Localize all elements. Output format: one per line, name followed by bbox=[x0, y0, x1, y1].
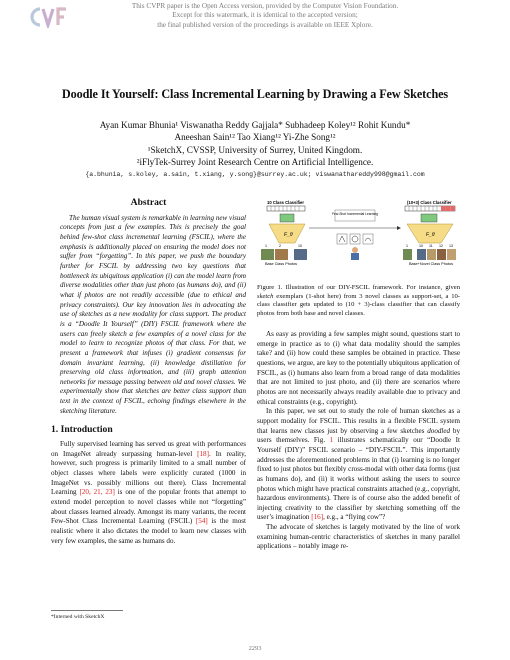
affiliation: ¹SketchX, CVSSP, University of Surrey, United Kingdom. bbox=[147, 144, 363, 155]
right-column-body bbox=[257, 330, 460, 552]
citation-link[interactable]: [16] bbox=[311, 513, 324, 522]
citation-link[interactable]: [20, 21, 23] bbox=[79, 488, 115, 497]
citation-link[interactable]: [18] bbox=[197, 449, 209, 458]
tick-label: 1 bbox=[265, 244, 267, 248]
abstract-text: The human visual system is remarkable in learning new visual concepts from just a few examples. This is precisely the goal behind few-shot class incremental learning (FSCIL), where the emphasis is additionally placed on ensuring the model does not suffer from “forgetting”. In this paper, we push the boundary further for FSCIL by addressing two key questions that bottleneck its ubiquitous application (i) can the model learn from diverse modalities other than just photo (as humans do), and (ii) what if photos are not readily accessible (due to ethical and privacy constraints). Our key innovation lies in advocating the use of sketches as a new modality for class support. The product is a “Doodle It Yourself” (DIY) FSCIL framework where the users can freely sketch a few examples of a novel class for the model to learn to recognize photos of that class. For that, we present a framework that infuses (i) gradient consensus for domain invariant learning, (ii) knowledge distillation for preserving old class information, and (iii) graph attention networks for message passing between old and novel classes. We experimentally show that sketches are better class support than text in the context of FSCIL, echoing findings elsewhere in the sketching literature. bbox=[60, 213, 246, 415]
caption-label: Figure 1. bbox=[257, 284, 283, 291]
right-classifier-head bbox=[421, 214, 437, 222]
paper-title: Doodle It Yourself: Class Incremental Learning by Drawing a Few Sketches bbox=[61, 87, 449, 101]
left-photo-strip bbox=[261, 249, 307, 260]
left-classifier-label: 10 Class Classifier bbox=[267, 200, 305, 205]
text-run: is one of the popular fronts that attempt to extend model perception to novel classes while not “forgetting” about classes learned already. Amongst its many variants, the recent Few-Shot Class Incremental Learning (FSCIL) bbox=[51, 488, 246, 526]
tick-label: 10 bbox=[298, 244, 302, 248]
body-paragraph: The advocate of sketches is largely motivated by the line of work examining human-centric characteristics of sketches in many parallel applications – notably image re- bbox=[257, 523, 460, 551]
abstract-heading: Abstract bbox=[130, 197, 167, 208]
text-run: sketch bbox=[257, 292, 274, 300]
text-run: doodled bbox=[427, 426, 451, 435]
author-block bbox=[20, 119, 490, 169]
figure-caption bbox=[257, 284, 460, 318]
tick-label: 13 bbox=[449, 244, 453, 248]
tick-label: 1 bbox=[406, 244, 408, 248]
section-heading-introduction: 1. Introduction bbox=[51, 424, 113, 436]
tick-label: 12 bbox=[439, 244, 443, 248]
left-module-label: F_θ bbox=[284, 232, 293, 238]
framework-diagram bbox=[257, 198, 460, 280]
left-classifier-head bbox=[280, 214, 294, 222]
left-photos-caption: Base Class Photos bbox=[265, 262, 298, 266]
text-run: is the most realistic where it also dictates the model to learn new classes with very few examples, the same as humans do. bbox=[51, 517, 247, 545]
open-access-banner bbox=[100, 2, 430, 30]
authors-line: Ayan Kumar Bhunia¹ Viswanatha Reddy Gajjala* Subhadeep Koley¹² Rohit Kundu* bbox=[99, 120, 411, 130]
text-run: In this paper, we set out to study the role of human sketches as a support modality for FSCIL. This results in a flexible FSCIL system that learns new classes just by observing a few sketches bbox=[257, 407, 460, 435]
text-run: Illustration of our DIY-FSCIL framework. For instance, given bbox=[282, 284, 461, 291]
page-number: 2293 bbox=[248, 645, 262, 652]
mid-label: Few-Shot Incremental Learning bbox=[332, 212, 378, 216]
text-run: , e.g., a “flying cow”? bbox=[323, 513, 386, 522]
footnote: *Interned with SketchX bbox=[51, 614, 105, 620]
text-run: . In reality, however, such progress is primarily limited to a small number of object classes where labels were explicitly curated (1000 in ImageNet vs. possibly millions out there). Class Incremental Learning bbox=[51, 449, 246, 497]
left-classifier-cells bbox=[267, 206, 305, 211]
right-classifier-label: (10+3) Class Classifier bbox=[407, 200, 452, 205]
text-run: Fully supervised learning has served us great with performances on ImageNet already surpassing human-level bbox=[51, 440, 246, 458]
right-classifier-cells bbox=[405, 206, 455, 211]
text-run: by users themselves. Fig. bbox=[257, 426, 460, 445]
user-doodling-icon bbox=[351, 247, 359, 260]
cvf-logo bbox=[28, 6, 68, 28]
banner-line: Except for this watermark, it is identical to the accepted version; bbox=[172, 11, 358, 20]
tick-label: 2 bbox=[279, 244, 281, 248]
abstract bbox=[51, 214, 246, 417]
intro-paragraph bbox=[51, 440, 246, 546]
author-emails: {a.bhunia, s.koley, a.sain, t.xiang, y.song}@surrey.ac.uk; viswanathareddy998@gmail.com bbox=[85, 171, 425, 178]
left-column bbox=[51, 198, 246, 546]
footnote-divider bbox=[51, 610, 123, 611]
banner-line: the final published version of the proceedings is available on IEEE Xplore. bbox=[157, 20, 373, 29]
affiliation: ²iFlyTek-Surrey Joint Research Centre on Artificial Intelligence. bbox=[136, 157, 374, 168]
body-paragraph bbox=[257, 407, 460, 523]
text-run: exemplars (1-shot here) from 3 novel classes as support-set, a 10-class classifier gets updated to (10 + 3)-class classifier that can classify photos from both base and novel classes. bbox=[257, 292, 460, 317]
sketch-exemplars bbox=[337, 234, 373, 244]
citation-link[interactable]: [54] bbox=[195, 517, 208, 526]
introduction-body bbox=[51, 440, 246, 546]
authors-line: Aneeshan Sain¹² Tao Xiang¹² Yi-Zhe Song¹² bbox=[174, 132, 336, 143]
figure-reference-link[interactable]: 1 bbox=[329, 436, 334, 445]
text-run: illustrates schematically our “Doodle It Yourself (DIY)” FSCIL scenario – “DIY-FSCIL”. This importantly addresses the aforementioned problems in that (i) learning is no longer fixed to just photos but flexibly cross-modal with other data forms (just as humans do), and (ii) it works without asking the users to source photos which might have practical constraints attached (e.g., copyright, hazardous environments). There is of course also the added benefit of injecting creativity to the classifier by sketching something off the user’s imagination bbox=[257, 436, 460, 522]
right-photo-strip bbox=[403, 249, 456, 260]
banner-line: This CVPR paper is the Open Access version, provided by the Computer Vision Foundation. bbox=[131, 2, 399, 10]
right-module-label: F_θ bbox=[426, 232, 435, 238]
figure-1 bbox=[257, 198, 460, 280]
arrow-head-icon bbox=[397, 226, 401, 230]
tick-label: 11 bbox=[429, 244, 433, 248]
cvf-logo-icon bbox=[28, 6, 68, 28]
right-photos-caption: Base+Novel Class Photos bbox=[409, 262, 454, 266]
body-paragraph: As easy as providing a few samples might sound, questions start to emerge in practice as to (i) what data modality should the samples take? and (ii) how could these samples be obtained in practice. These questions, we argue, are key to the potentially ubiquitous application of FSCIL, as (i) humans also learn from a broad range of data modalities that are not limited to just photo, and (ii) there are scenarios where photos are not necessarily always readily available due to privacy and ethical constraints (e.g., copyright). bbox=[257, 330, 460, 406]
tick-label: 10 bbox=[419, 244, 423, 248]
